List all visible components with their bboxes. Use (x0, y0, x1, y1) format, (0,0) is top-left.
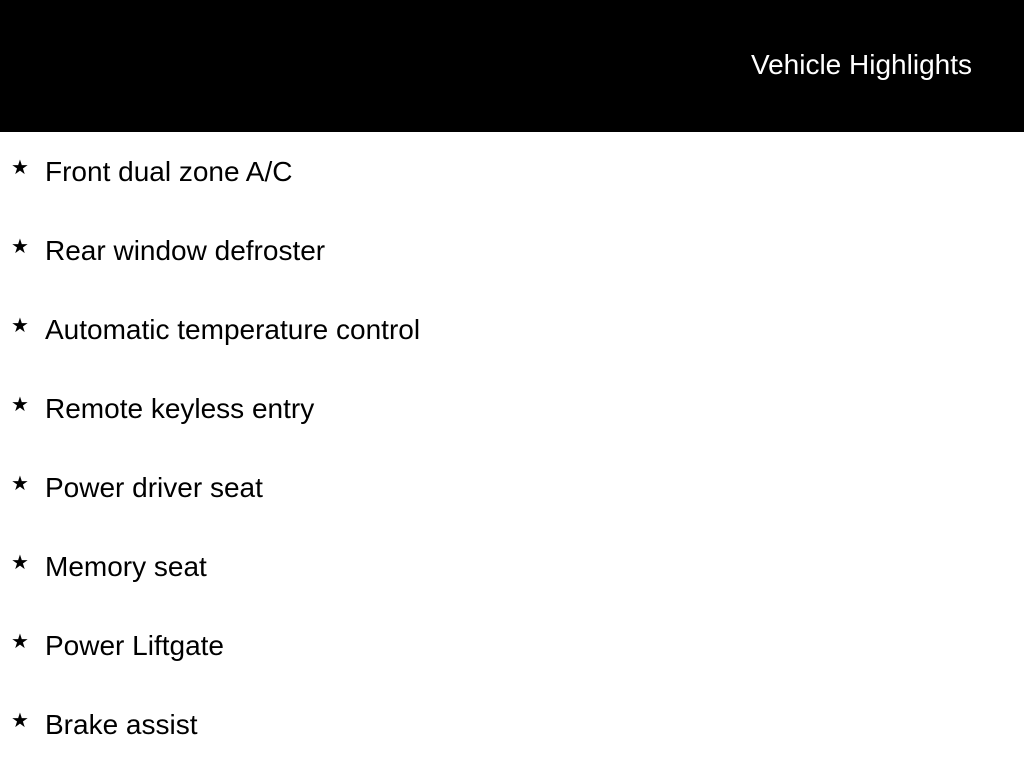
star-icon: ★ (11, 157, 29, 179)
feature-label: Brake assist (45, 709, 198, 740)
feature-list (0, 132, 1024, 764)
list-item (0, 685, 1024, 764)
list-item (0, 369, 1024, 448)
list-item (0, 527, 1024, 606)
star-icon: ★ (11, 631, 29, 653)
list-item (0, 290, 1024, 369)
header-bar (0, 0, 1024, 132)
list-item (0, 132, 1024, 211)
feature-label: Rear window defroster (45, 235, 326, 266)
star-icon: ★ (11, 394, 29, 416)
star-icon: ★ (11, 473, 29, 495)
feature-label: Power driver seat (45, 472, 263, 503)
feature-label: Automatic temperature control (45, 314, 421, 345)
star-icon: ★ (11, 315, 29, 337)
star-icon: ★ (11, 552, 29, 574)
feature-label: Front dual zone A/C (45, 156, 293, 187)
feature-label: Memory seat (45, 551, 207, 582)
feature-label: Power Liftgate (45, 630, 224, 661)
list-item (0, 211, 1024, 290)
star-icon: ★ (11, 710, 29, 732)
list-item (0, 606, 1024, 685)
page-title: Vehicle Highlights (750, 49, 972, 80)
list-item (0, 448, 1024, 527)
star-icon: ★ (11, 236, 29, 258)
feature-label: Remote keyless entry (45, 393, 315, 424)
